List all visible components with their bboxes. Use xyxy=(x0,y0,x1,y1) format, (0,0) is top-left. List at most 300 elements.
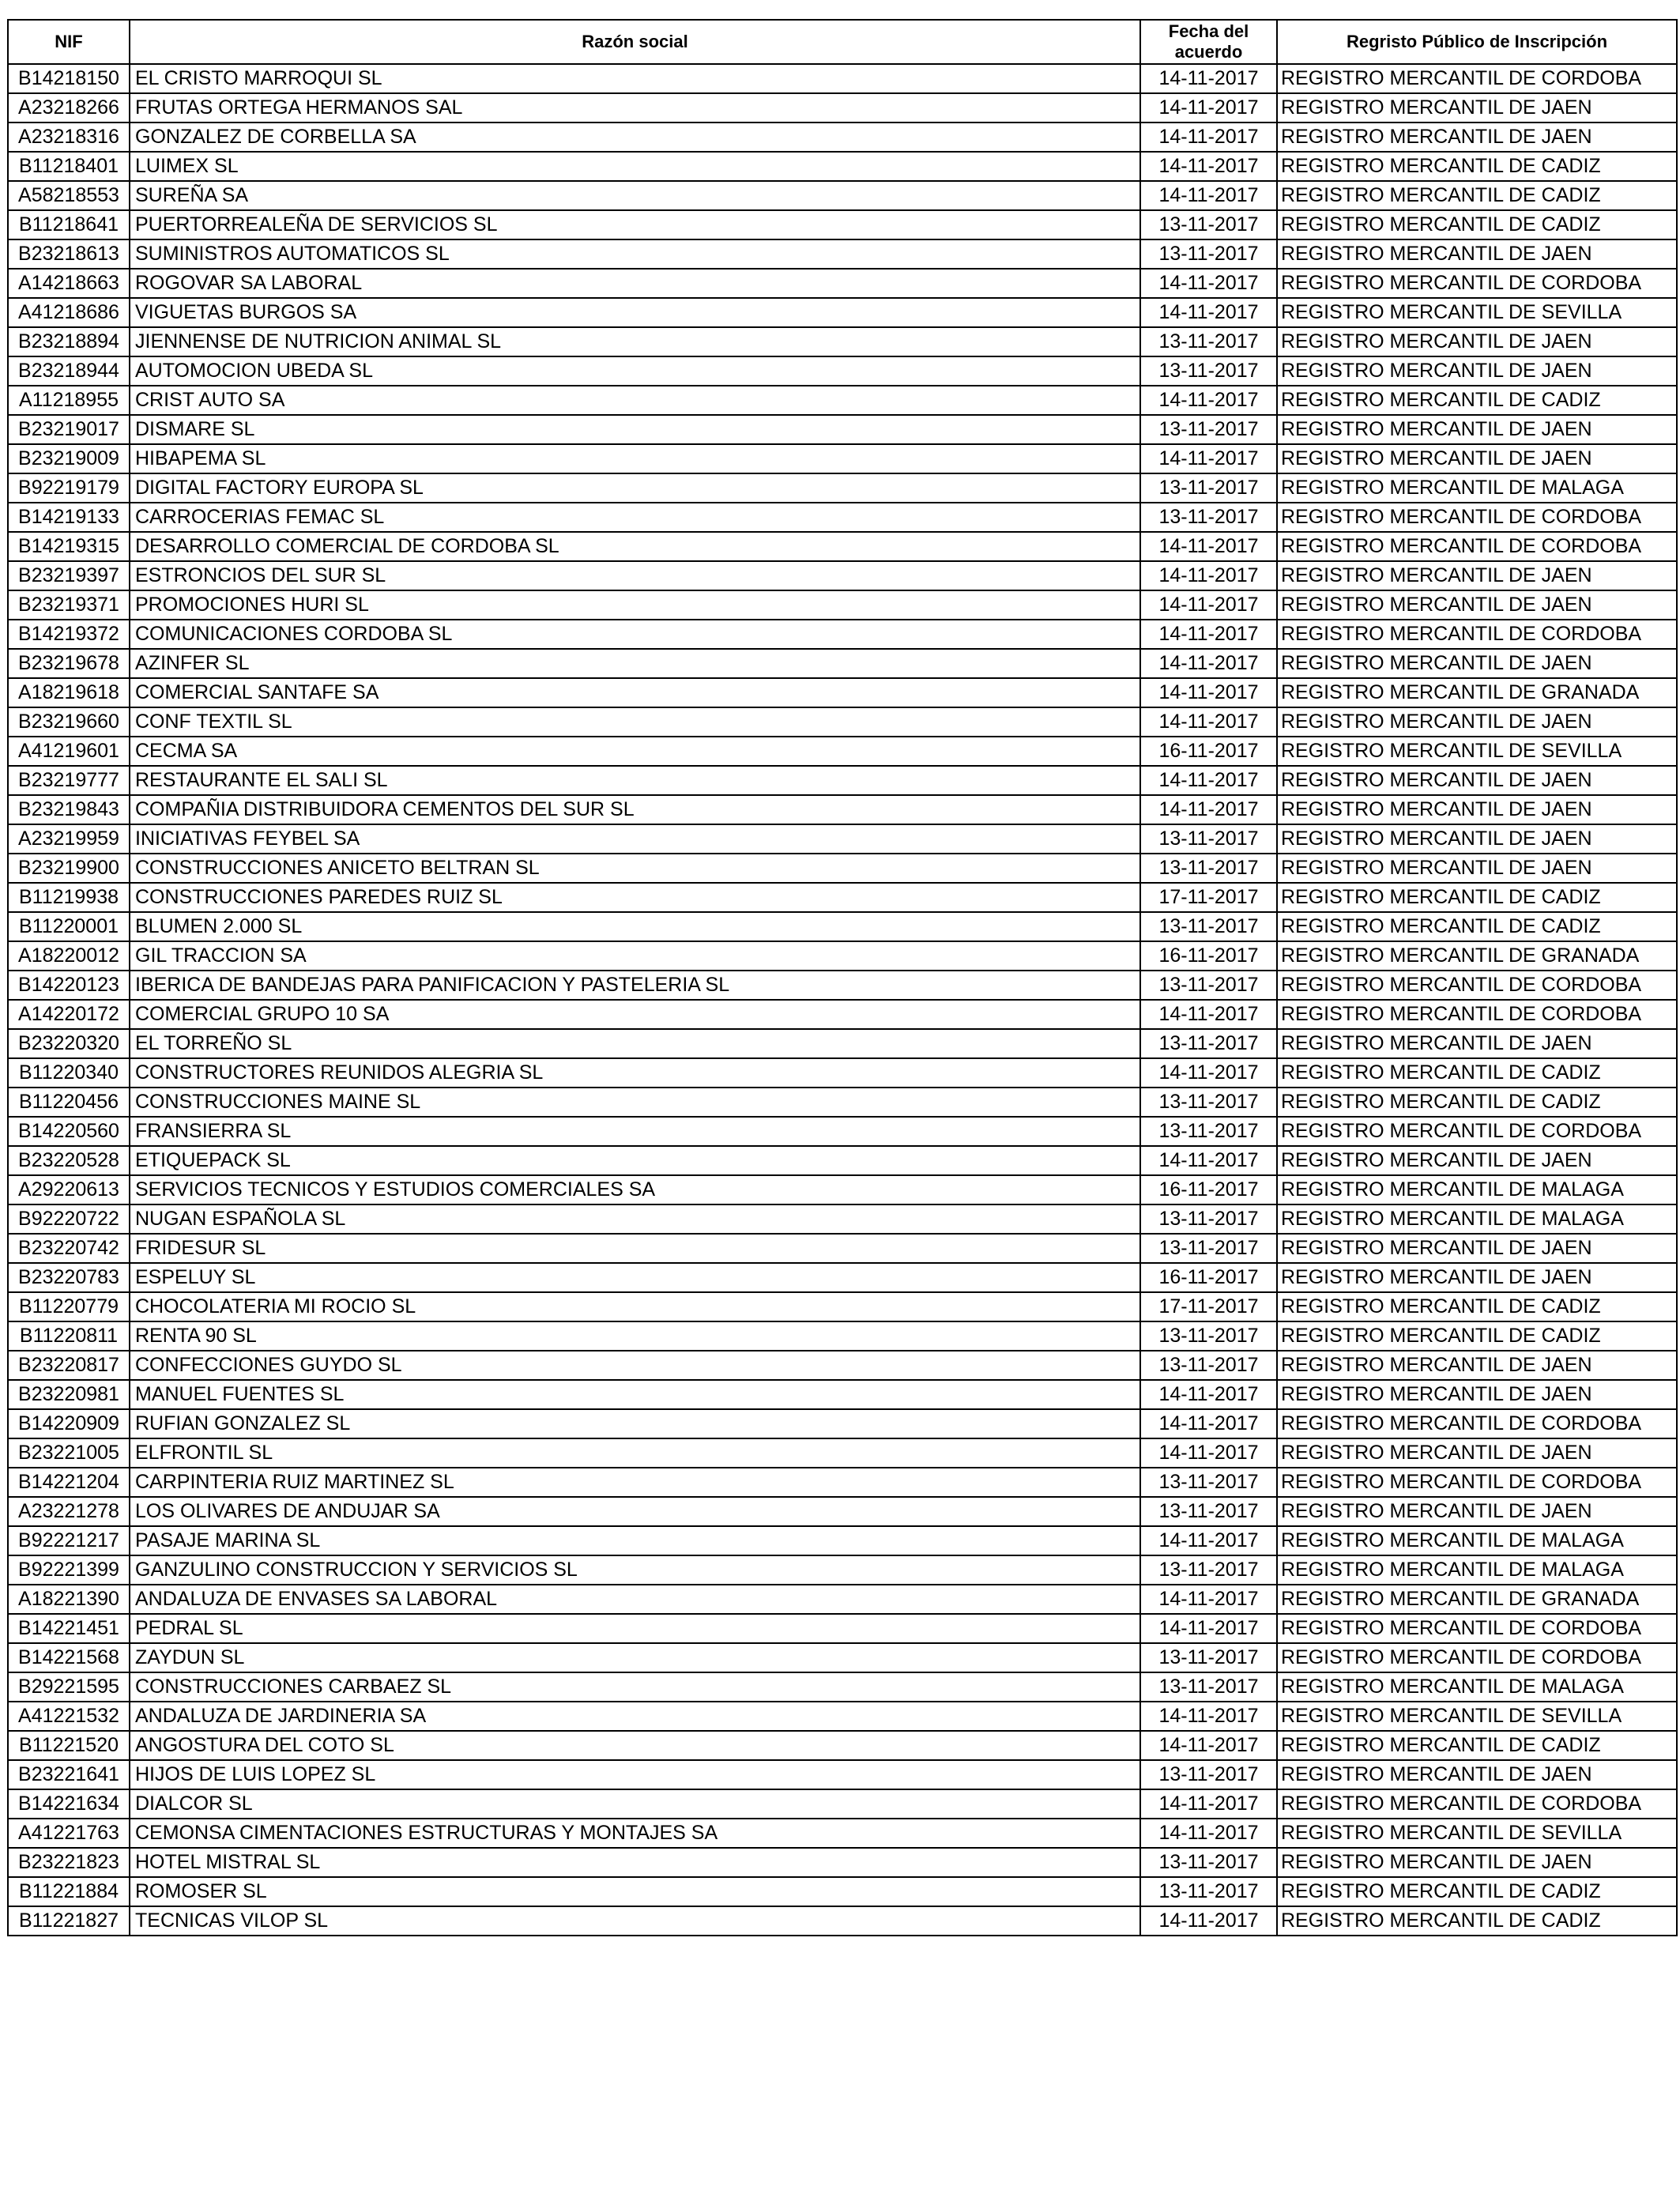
cell-razon-social: DIALCOR SL xyxy=(130,1789,1140,1819)
cell-fecha: 14-11-2017 xyxy=(1140,1146,1277,1175)
cell-fecha: 13-11-2017 xyxy=(1140,854,1277,883)
cell-registro: REGISTRO MERCANTIL DE JAEN xyxy=(1277,123,1677,152)
cell-fecha: 14-11-2017 xyxy=(1140,1000,1277,1029)
cell-razon-social: SUREÑA SA xyxy=(130,181,1140,210)
cell-nif: A18220012 xyxy=(8,941,130,971)
cell-nif: A41218686 xyxy=(8,298,130,327)
cell-razon-social: COMPAÑIA DISTRIBUIDORA CEMENTOS DEL SUR SL xyxy=(130,795,1140,824)
cell-razon-social: CARROCERIAS FEMAC SL xyxy=(130,503,1140,532)
cell-registro: REGISTRO MERCANTIL DE JAEN xyxy=(1277,1263,1677,1292)
table-row xyxy=(8,1643,1677,1672)
cell-nif: B92221399 xyxy=(8,1555,130,1585)
cell-nif: A41221532 xyxy=(8,1702,130,1731)
cell-nif: B11219938 xyxy=(8,883,130,912)
header-registro: Regristo Público de Inscripción xyxy=(1277,20,1677,64)
cell-fecha: 16-11-2017 xyxy=(1140,737,1277,766)
cell-fecha: 14-11-2017 xyxy=(1140,766,1277,795)
cell-fecha: 14-11-2017 xyxy=(1140,678,1277,707)
cell-razon-social: ZAYDUN SL xyxy=(130,1643,1140,1672)
cell-fecha: 14-11-2017 xyxy=(1140,93,1277,123)
cell-registro: REGISTRO MERCANTIL DE JAEN xyxy=(1277,766,1677,795)
cell-razon-social: ESTRONCIOS DEL SUR SL xyxy=(130,561,1140,590)
table-row xyxy=(8,210,1677,239)
table-row xyxy=(8,1204,1677,1234)
cell-fecha: 14-11-2017 xyxy=(1140,1906,1277,1936)
cell-razon-social: EL TORREÑO SL xyxy=(130,1029,1140,1058)
table-row xyxy=(8,737,1677,766)
table-row xyxy=(8,386,1677,415)
cell-registro: REGISTRO MERCANTIL DE CADIZ xyxy=(1277,1088,1677,1117)
cell-registro: REGISTRO MERCANTIL DE JAEN xyxy=(1277,795,1677,824)
cell-fecha: 13-11-2017 xyxy=(1140,503,1277,532)
cell-fecha: 13-11-2017 xyxy=(1140,971,1277,1000)
cell-registro: REGISTRO MERCANTIL DE CORDOBA xyxy=(1277,1789,1677,1819)
cell-registro: REGISTRO MERCANTIL DE JAEN xyxy=(1277,1380,1677,1409)
cell-fecha: 13-11-2017 xyxy=(1140,1555,1277,1585)
table-row xyxy=(8,181,1677,210)
cell-registro: REGISTRO MERCANTIL DE JAEN xyxy=(1277,356,1677,386)
cell-razon-social: CONSTRUCCIONES CARBAEZ SL xyxy=(130,1672,1140,1702)
table-body xyxy=(8,64,1677,1936)
cell-nif: B23221823 xyxy=(8,1848,130,1877)
table-row xyxy=(8,152,1677,181)
table-row xyxy=(8,941,1677,971)
cell-razon-social: LUIMEX SL xyxy=(130,152,1140,181)
cell-razon-social: BLUMEN 2.000 SL xyxy=(130,912,1140,941)
table-row xyxy=(8,93,1677,123)
table-row xyxy=(8,1029,1677,1058)
cell-nif: B11218401 xyxy=(8,152,130,181)
cell-razon-social: CONSTRUCCIONES MAINE SL xyxy=(130,1088,1140,1117)
table-row xyxy=(8,239,1677,269)
table-row xyxy=(8,1321,1677,1351)
cell-registro: REGISTRO MERCANTIL DE CORDOBA xyxy=(1277,620,1677,649)
cell-registro: REGISTRO MERCANTIL DE JAEN xyxy=(1277,707,1677,737)
cell-registro: REGISTRO MERCANTIL DE JAEN xyxy=(1277,1760,1677,1789)
cell-fecha: 16-11-2017 xyxy=(1140,941,1277,971)
cell-fecha: 13-11-2017 xyxy=(1140,1643,1277,1672)
cell-registro: REGISTRO MERCANTIL DE CADIZ xyxy=(1277,1877,1677,1906)
cell-nif: A14218663 xyxy=(8,269,130,298)
cell-razon-social: CONSTRUCTORES REUNIDOS ALEGRIA SL xyxy=(130,1058,1140,1088)
table-row xyxy=(8,1438,1677,1468)
cell-razon-social: CHOCOLATERIA MI ROCIO SL xyxy=(130,1292,1140,1321)
table-row xyxy=(8,1000,1677,1029)
cell-registro: REGISTRO MERCANTIL DE CORDOBA xyxy=(1277,1409,1677,1438)
cell-fecha: 13-11-2017 xyxy=(1140,356,1277,386)
cell-nif: B14221568 xyxy=(8,1643,130,1672)
cell-fecha: 13-11-2017 xyxy=(1140,1204,1277,1234)
cell-registro: REGISTRO MERCANTIL DE CORDOBA xyxy=(1277,1468,1677,1497)
cell-razon-social: HOTEL MISTRAL SL xyxy=(130,1848,1140,1877)
cell-registro: REGISTRO MERCANTIL DE JAEN xyxy=(1277,854,1677,883)
cell-registro: REGISTRO MERCANTIL DE JAEN xyxy=(1277,1029,1677,1058)
cell-nif: B14219133 xyxy=(8,503,130,532)
cell-nif: B14221634 xyxy=(8,1789,130,1819)
cell-registro: REGISTRO MERCANTIL DE CADIZ xyxy=(1277,1731,1677,1760)
cell-registro: REGISTRO MERCANTIL DE JAEN xyxy=(1277,824,1677,854)
cell-nif: B23220742 xyxy=(8,1234,130,1263)
cell-razon-social: RUFIAN GONZALEZ SL xyxy=(130,1409,1140,1438)
cell-registro: REGISTRO MERCANTIL DE CORDOBA xyxy=(1277,64,1677,93)
cell-fecha: 14-11-2017 xyxy=(1140,1702,1277,1731)
cell-nif: B23219397 xyxy=(8,561,130,590)
cell-nif: A58218553 xyxy=(8,181,130,210)
cell-nif: B29221595 xyxy=(8,1672,130,1702)
table-row xyxy=(8,123,1677,152)
table-row xyxy=(8,1877,1677,1906)
table-row xyxy=(8,1760,1677,1789)
cell-registro: REGISTRO MERCANTIL DE JAEN xyxy=(1277,649,1677,678)
cell-razon-social: IBERICA DE BANDEJAS PARA PANIFICACION Y PASTELERIA SL xyxy=(130,971,1140,1000)
cell-razon-social: LOS OLIVARES DE ANDUJAR SA xyxy=(130,1497,1140,1526)
cell-fecha: 13-11-2017 xyxy=(1140,912,1277,941)
table-row xyxy=(8,1819,1677,1848)
cell-fecha: 14-11-2017 xyxy=(1140,707,1277,737)
cell-registro: REGISTRO MERCANTIL DE CADIZ xyxy=(1277,1906,1677,1936)
cell-registro: REGISTRO MERCANTIL DE CORDOBA xyxy=(1277,1117,1677,1146)
cell-nif: A41219601 xyxy=(8,737,130,766)
cell-nif: A23218266 xyxy=(8,93,130,123)
cell-razon-social: GONZALEZ DE CORBELLA SA xyxy=(130,123,1140,152)
cell-fecha: 13-11-2017 xyxy=(1140,1088,1277,1117)
cell-fecha: 17-11-2017 xyxy=(1140,1292,1277,1321)
cell-nif: B23221641 xyxy=(8,1760,130,1789)
cell-nif: B11221884 xyxy=(8,1877,130,1906)
cell-registro: REGISTRO MERCANTIL DE CADIZ xyxy=(1277,181,1677,210)
cell-nif: B14219372 xyxy=(8,620,130,649)
cell-fecha: 14-11-2017 xyxy=(1140,1819,1277,1848)
cell-registro: REGISTRO MERCANTIL DE JAEN xyxy=(1277,415,1677,444)
cell-fecha: 14-11-2017 xyxy=(1140,1614,1277,1643)
table-row xyxy=(8,327,1677,356)
table-row xyxy=(8,415,1677,444)
cell-registro: REGISTRO MERCANTIL DE CADIZ xyxy=(1277,883,1677,912)
cell-registro: REGISTRO MERCANTIL DE CORDOBA xyxy=(1277,1000,1677,1029)
cell-razon-social: FRANSIERRA SL xyxy=(130,1117,1140,1146)
header-razon-social: Razón social xyxy=(130,20,1140,64)
cell-razon-social: CEMONSA CIMENTACIONES ESTRUCTURAS Y MONTAJES SA xyxy=(130,1819,1140,1848)
cell-razon-social: VIGUETAS BURGOS SA xyxy=(130,298,1140,327)
cell-nif: B23219009 xyxy=(8,444,130,473)
cell-registro: REGISTRO MERCANTIL DE JAEN xyxy=(1277,1234,1677,1263)
cell-fecha: 14-11-2017 xyxy=(1140,1409,1277,1438)
cell-registro: REGISTRO MERCANTIL DE CADIZ xyxy=(1277,912,1677,941)
cell-fecha: 14-11-2017 xyxy=(1140,298,1277,327)
cell-registro: REGISTRO MERCANTIL DE JAEN xyxy=(1277,327,1677,356)
cell-registro: REGISTRO MERCANTIL DE JAEN xyxy=(1277,1848,1677,1877)
cell-fecha: 14-11-2017 xyxy=(1140,181,1277,210)
table-row xyxy=(8,356,1677,386)
cell-nif: B14220123 xyxy=(8,971,130,1000)
cell-fecha: 14-11-2017 xyxy=(1140,1731,1277,1760)
cell-registro: REGISTRO MERCANTIL DE CADIZ xyxy=(1277,1321,1677,1351)
cell-fecha: 13-11-2017 xyxy=(1140,1234,1277,1263)
cell-fecha: 13-11-2017 xyxy=(1140,415,1277,444)
cell-nif: B23220783 xyxy=(8,1263,130,1292)
cell-nif: A41221763 xyxy=(8,1819,130,1848)
cell-razon-social: CONSTRUCCIONES PAREDES RUIZ SL xyxy=(130,883,1140,912)
cell-nif: A23221278 xyxy=(8,1497,130,1526)
cell-registro: REGISTRO MERCANTIL DE CADIZ xyxy=(1277,386,1677,415)
cell-fecha: 14-11-2017 xyxy=(1140,532,1277,561)
table-row xyxy=(8,1409,1677,1438)
cell-fecha: 14-11-2017 xyxy=(1140,1058,1277,1088)
cell-razon-social: PROMOCIONES HURI SL xyxy=(130,590,1140,620)
table-row xyxy=(8,590,1677,620)
table-row xyxy=(8,1146,1677,1175)
table-row xyxy=(8,1088,1677,1117)
cell-razon-social: PASAJE MARINA SL xyxy=(130,1526,1140,1555)
cell-razon-social: ROGOVAR SA LABORAL xyxy=(130,269,1140,298)
table-row xyxy=(8,1380,1677,1409)
table-row xyxy=(8,1731,1677,1760)
cell-razon-social: ROMOSER SL xyxy=(130,1877,1140,1906)
cell-razon-social: CARPINTERIA RUIZ MARTINEZ SL xyxy=(130,1468,1140,1497)
cell-registro: REGISTRO MERCANTIL DE JAEN xyxy=(1277,1497,1677,1526)
cell-fecha: 14-11-2017 xyxy=(1140,561,1277,590)
cell-nif: B14220560 xyxy=(8,1117,130,1146)
cell-registro: REGISTRO MERCANTIL DE GRANADA xyxy=(1277,941,1677,971)
cell-razon-social: PUERTORREALEÑA DE SERVICIOS SL xyxy=(130,210,1140,239)
cell-razon-social: COMUNICACIONES CORDOBA SL xyxy=(130,620,1140,649)
cell-registro: REGISTRO MERCANTIL DE JAEN xyxy=(1277,444,1677,473)
cell-nif: B23219371 xyxy=(8,590,130,620)
cell-nif: B11221520 xyxy=(8,1731,130,1760)
cell-registro: REGISTRO MERCANTIL DE CADIZ xyxy=(1277,1292,1677,1321)
cell-nif: B11220779 xyxy=(8,1292,130,1321)
cell-razon-social: EL CRISTO MARROQUI SL xyxy=(130,64,1140,93)
cell-fecha: 14-11-2017 xyxy=(1140,590,1277,620)
cell-fecha: 14-11-2017 xyxy=(1140,795,1277,824)
cell-registro: REGISTRO MERCANTIL DE MALAGA xyxy=(1277,1672,1677,1702)
cell-fecha: 13-11-2017 xyxy=(1140,1760,1277,1789)
cell-nif: B14221451 xyxy=(8,1614,130,1643)
cell-nif: B23219017 xyxy=(8,415,130,444)
cell-razon-social: RENTA 90 SL xyxy=(130,1321,1140,1351)
cell-registro: REGISTRO MERCANTIL DE CADIZ xyxy=(1277,152,1677,181)
table-row xyxy=(8,1585,1677,1614)
table-row xyxy=(8,1263,1677,1292)
cell-fecha: 13-11-2017 xyxy=(1140,1321,1277,1351)
cell-registro: REGISTRO MERCANTIL DE GRANADA xyxy=(1277,1585,1677,1614)
table-row xyxy=(8,1848,1677,1877)
cell-razon-social: PEDRAL SL xyxy=(130,1614,1140,1643)
cell-razon-social: COMERCIAL SANTAFE SA xyxy=(130,678,1140,707)
table-row xyxy=(8,64,1677,93)
cell-nif: B23219843 xyxy=(8,795,130,824)
cell-nif: B23220320 xyxy=(8,1029,130,1058)
cell-fecha: 13-11-2017 xyxy=(1140,1117,1277,1146)
cell-fecha: 13-11-2017 xyxy=(1140,1468,1277,1497)
cell-razon-social: ESPELUY SL xyxy=(130,1263,1140,1292)
cell-nif: B92219179 xyxy=(8,473,130,503)
table-header xyxy=(8,20,1677,64)
cell-fecha: 13-11-2017 xyxy=(1140,1877,1277,1906)
cell-nif: B11220811 xyxy=(8,1321,130,1351)
cell-nif: B92221217 xyxy=(8,1526,130,1555)
cell-nif: A11218955 xyxy=(8,386,130,415)
table-row xyxy=(8,854,1677,883)
table-row xyxy=(8,795,1677,824)
cell-razon-social: ETIQUEPACK SL xyxy=(130,1146,1140,1175)
cell-razon-social: ANDALUZA DE ENVASES SA LABORAL xyxy=(130,1585,1140,1614)
cell-registro: REGISTRO MERCANTIL DE CADIZ xyxy=(1277,210,1677,239)
cell-fecha: 16-11-2017 xyxy=(1140,1175,1277,1204)
cell-nif: A23218316 xyxy=(8,123,130,152)
cell-razon-social: CONSTRUCCIONES ANICETO BELTRAN SL xyxy=(130,854,1140,883)
cell-registro: REGISTRO MERCANTIL DE MALAGA xyxy=(1277,1175,1677,1204)
cell-fecha: 13-11-2017 xyxy=(1140,1672,1277,1702)
table-row xyxy=(8,1058,1677,1088)
cell-registro: REGISTRO MERCANTIL DE CADIZ xyxy=(1277,1058,1677,1088)
table-row xyxy=(8,269,1677,298)
cell-registro: REGISTRO MERCANTIL DE CORDOBA xyxy=(1277,971,1677,1000)
cell-razon-social: TECNICAS VILOP SL xyxy=(130,1906,1140,1936)
cell-fecha: 14-11-2017 xyxy=(1140,269,1277,298)
cell-fecha: 14-11-2017 xyxy=(1140,123,1277,152)
cell-razon-social: DISMARE SL xyxy=(130,415,1140,444)
cell-registro: REGISTRO MERCANTIL DE CORDOBA xyxy=(1277,1643,1677,1672)
cell-razon-social: RESTAURANTE EL SALI SL xyxy=(130,766,1140,795)
table-row xyxy=(8,1526,1677,1555)
header-nif: NIF xyxy=(8,20,130,64)
cell-fecha: 14-11-2017 xyxy=(1140,1526,1277,1555)
cell-fecha: 14-11-2017 xyxy=(1140,1789,1277,1819)
cell-nif: B11221827 xyxy=(8,1906,130,1936)
table-row xyxy=(8,824,1677,854)
cell-registro: REGISTRO MERCANTIL DE GRANADA xyxy=(1277,678,1677,707)
cell-fecha: 14-11-2017 xyxy=(1140,152,1277,181)
table-row xyxy=(8,1351,1677,1380)
table-row xyxy=(8,444,1677,473)
cell-nif: B11220340 xyxy=(8,1058,130,1088)
cell-razon-social: DESARROLLO COMERCIAL DE CORDOBA SL xyxy=(130,532,1140,561)
cell-fecha: 14-11-2017 xyxy=(1140,1438,1277,1468)
table-row xyxy=(8,1614,1677,1643)
table-row xyxy=(8,1555,1677,1585)
cell-razon-social: JIENNENSE DE NUTRICION ANIMAL SL xyxy=(130,327,1140,356)
cell-fecha: 14-11-2017 xyxy=(1140,64,1277,93)
cell-registro: REGISTRO MERCANTIL DE MALAGA xyxy=(1277,1204,1677,1234)
cell-nif: A18221390 xyxy=(8,1585,130,1614)
table-row xyxy=(8,912,1677,941)
cell-registro: REGISTRO MERCANTIL DE JAEN xyxy=(1277,93,1677,123)
cell-razon-social: AUTOMOCION UBEDA SL xyxy=(130,356,1140,386)
table-row xyxy=(8,649,1677,678)
table-row xyxy=(8,532,1677,561)
table-row xyxy=(8,1672,1677,1702)
cell-razon-social: COMERCIAL GRUPO 10 SA xyxy=(130,1000,1140,1029)
cell-fecha: 13-11-2017 xyxy=(1140,1351,1277,1380)
cell-nif: B23221005 xyxy=(8,1438,130,1468)
cell-nif: B23219660 xyxy=(8,707,130,737)
table-row xyxy=(8,1468,1677,1497)
cell-fecha: 13-11-2017 xyxy=(1140,824,1277,854)
table-row xyxy=(8,883,1677,912)
cell-fecha: 14-11-2017 xyxy=(1140,444,1277,473)
cell-fecha: 13-11-2017 xyxy=(1140,1848,1277,1877)
table-row xyxy=(8,971,1677,1000)
cell-razon-social: HIJOS DE LUIS LOPEZ SL xyxy=(130,1760,1140,1789)
cell-nif: B23219777 xyxy=(8,766,130,795)
table-row xyxy=(8,1702,1677,1731)
cell-fecha: 14-11-2017 xyxy=(1140,620,1277,649)
cell-nif: A14220172 xyxy=(8,1000,130,1029)
cell-nif: B23218944 xyxy=(8,356,130,386)
cell-nif: B11220001 xyxy=(8,912,130,941)
cell-fecha: 13-11-2017 xyxy=(1140,327,1277,356)
cell-nif: A23219959 xyxy=(8,824,130,854)
cell-nif: B23220528 xyxy=(8,1146,130,1175)
table-row xyxy=(8,561,1677,590)
cell-razon-social: DIGITAL FACTORY EUROPA SL xyxy=(130,473,1140,503)
cell-nif: B14218150 xyxy=(8,64,130,93)
cell-razon-social: ANGOSTURA DEL COTO SL xyxy=(130,1731,1140,1760)
cell-fecha: 14-11-2017 xyxy=(1140,649,1277,678)
cell-registro: REGISTRO MERCANTIL DE CORDOBA xyxy=(1277,269,1677,298)
table-row xyxy=(8,1234,1677,1263)
header-row xyxy=(8,20,1677,64)
cell-razon-social: CRIST AUTO SA xyxy=(130,386,1140,415)
cell-registro: REGISTRO MERCANTIL DE CORDOBA xyxy=(1277,1614,1677,1643)
cell-registro: REGISTRO MERCANTIL DE SEVILLA xyxy=(1277,737,1677,766)
cell-registro: REGISTRO MERCANTIL DE JAEN xyxy=(1277,1146,1677,1175)
cell-registro: REGISTRO MERCANTIL DE JAEN xyxy=(1277,590,1677,620)
cell-nif: B14220909 xyxy=(8,1409,130,1438)
cell-registro: REGISTRO MERCANTIL DE MALAGA xyxy=(1277,1555,1677,1585)
cell-fecha: 14-11-2017 xyxy=(1140,386,1277,415)
cell-razon-social: NUGAN ESPAÑOLA SL xyxy=(130,1204,1140,1234)
cell-registro: REGISTRO MERCANTIL DE SEVILLA xyxy=(1277,1819,1677,1848)
cell-registro: REGISTRO MERCANTIL DE JAEN xyxy=(1277,1351,1677,1380)
cell-nif: B23219678 xyxy=(8,649,130,678)
cell-fecha: 16-11-2017 xyxy=(1140,1263,1277,1292)
cell-registro: REGISTRO MERCANTIL DE JAEN xyxy=(1277,561,1677,590)
table-row xyxy=(8,473,1677,503)
cell-fecha: 13-11-2017 xyxy=(1140,1497,1277,1526)
cell-razon-social: FRUTAS ORTEGA HERMANOS SAL xyxy=(130,93,1140,123)
cell-fecha: 13-11-2017 xyxy=(1140,210,1277,239)
cell-registro: REGISTRO MERCANTIL DE JAEN xyxy=(1277,239,1677,269)
cell-registro: REGISTRO MERCANTIL DE SEVILLA xyxy=(1277,298,1677,327)
table-row xyxy=(8,1175,1677,1204)
cell-registro: REGISTRO MERCANTIL DE SEVILLA xyxy=(1277,1702,1677,1731)
cell-nif: B14219315 xyxy=(8,532,130,561)
cell-nif: A29220613 xyxy=(8,1175,130,1204)
cell-nif: A18219618 xyxy=(8,678,130,707)
header-fecha-acuerdo: Fecha del acuerdo xyxy=(1140,20,1277,64)
cell-nif: B11218641 xyxy=(8,210,130,239)
cell-registro: REGISTRO MERCANTIL DE JAEN xyxy=(1277,1438,1677,1468)
cell-razon-social: ANDALUZA DE JARDINERIA SA xyxy=(130,1702,1140,1731)
cell-razon-social: GANZULINO CONSTRUCCION Y SERVICIOS SL xyxy=(130,1555,1140,1585)
cell-nif: B23218613 xyxy=(8,239,130,269)
cell-registro: REGISTRO MERCANTIL DE CORDOBA xyxy=(1277,532,1677,561)
cell-razon-social: CONF TEXTIL SL xyxy=(130,707,1140,737)
table-row xyxy=(8,1292,1677,1321)
cell-fecha: 17-11-2017 xyxy=(1140,883,1277,912)
cell-nif: B23218894 xyxy=(8,327,130,356)
cell-razon-social: GIL TRACCION SA xyxy=(130,941,1140,971)
table-row xyxy=(8,1789,1677,1819)
table-row xyxy=(8,620,1677,649)
cell-registro: REGISTRO MERCANTIL DE MALAGA xyxy=(1277,1526,1677,1555)
cell-fecha: 14-11-2017 xyxy=(1140,1585,1277,1614)
cell-razon-social: INICIATIVAS FEYBEL SA xyxy=(130,824,1140,854)
cell-razon-social: CECMA SA xyxy=(130,737,1140,766)
table-row xyxy=(8,1117,1677,1146)
